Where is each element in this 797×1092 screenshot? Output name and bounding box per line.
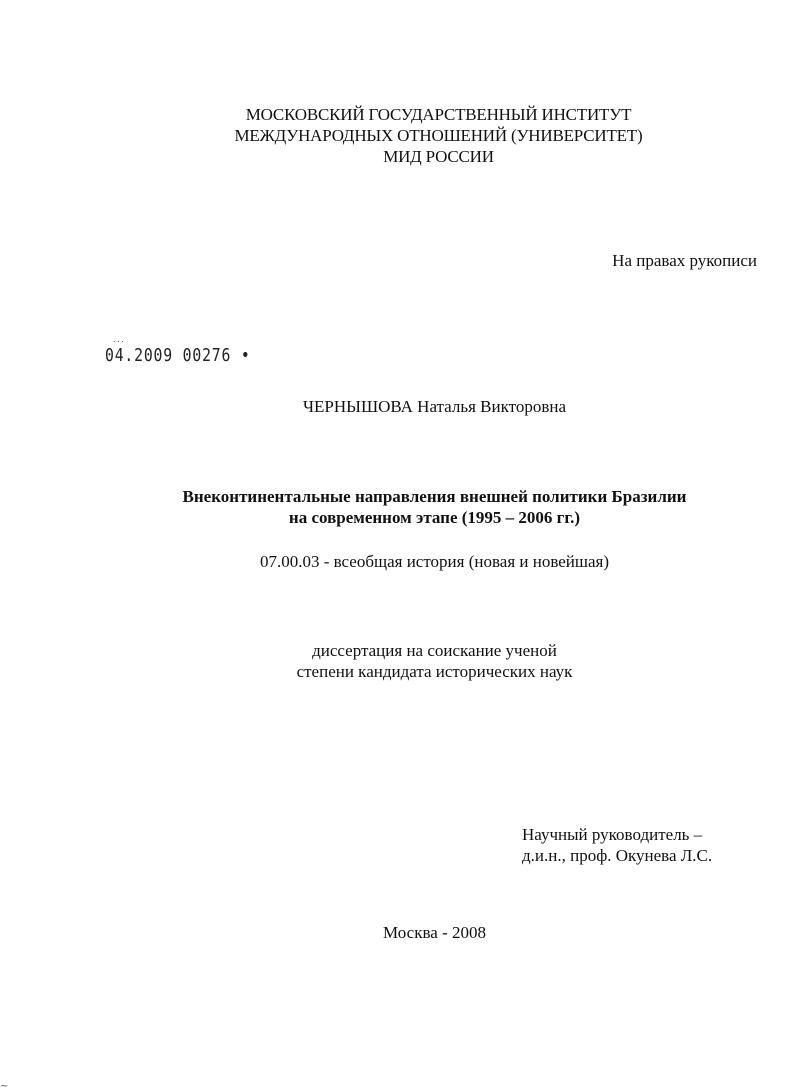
- stamp-bullet-icon: •: [240, 345, 251, 366]
- degree-line-1: диссертация на соискание ученой: [312, 641, 557, 660]
- dissertation-title: [36, 486, 797, 528]
- author-name: ЧЕРНЫШОВА Наталья Викторовна: [302, 397, 567, 416]
- city-year: Москва - 2008: [383, 923, 486, 942]
- title-line-1: Внеконтинентальные направления внешней политики Бразилии: [182, 487, 687, 506]
- scientific-supervisor: [522, 824, 712, 866]
- degree-description: [36, 640, 797, 682]
- stamp-dots: ...: [113, 334, 126, 344]
- institution-line-3: МИД РОССИИ: [383, 147, 494, 166]
- institution-line-1: МОСКОВСКИЙ ГОСУДАРСТВЕННЫЙ ИНСТИТУТ: [245, 105, 632, 124]
- supervisor-line-2: д.и.н., проф. Окунева Л.С.: [522, 846, 713, 865]
- degree-line-2: степени кандидата исторических наук: [296, 662, 573, 681]
- supervisor-line-1: Научный руководитель –: [522, 825, 703, 844]
- library-stamp-code: [105, 345, 251, 366]
- title-line-2: на современном этапе (1995 – 2006 гг.): [288, 508, 581, 527]
- specialty-code: 07.00.03 - всеобщая история (новая и новейшая): [259, 552, 610, 571]
- institution-line-2: МЕЖДУНАРОДНЫХ ОТНОШЕНИЙ (УНИВЕРСИТЕТ): [234, 126, 643, 145]
- institution-header: [40, 104, 797, 167]
- stamp-code-text: 04.2009 00276: [105, 345, 232, 366]
- rights-note: На правах рукописи: [612, 251, 757, 270]
- corner-mark-icon: ∼: [0, 1081, 9, 1092]
